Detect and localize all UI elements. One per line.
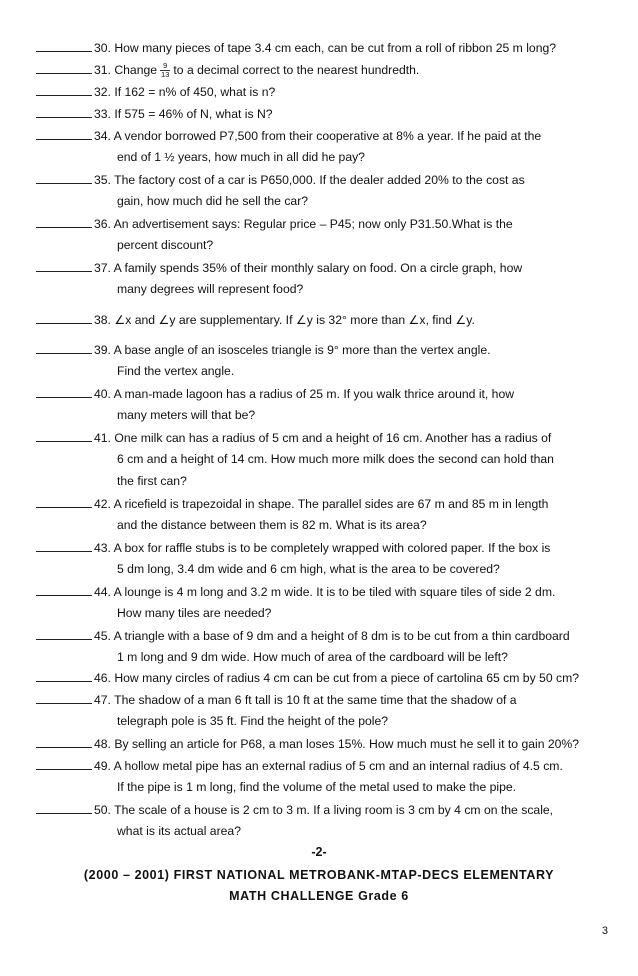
question-first-line <box>36 430 606 452</box>
answer-blank[interactable] <box>36 128 92 140</box>
question-text: The shadow of a man 6 ft tall is 10 ft at the same time that the shadow of a <box>114 693 517 707</box>
answer-blank[interactable] <box>36 496 92 508</box>
answer-blank[interactable] <box>36 584 92 596</box>
answer-blank[interactable] <box>36 802 92 814</box>
contest-title-line1: (2000 – 2001) FIRST NATIONAL METROBANK-MTAP-DECS ELEMENTARY <box>83 868 555 882</box>
question-first-line <box>36 496 606 518</box>
question-number: 46. <box>94 671 111 685</box>
question-text: A lounge is 4 m long and 3.2 m wide. It is to be tiled with square tiles of side 2 dm. <box>113 585 556 599</box>
question-number: 36. <box>94 217 111 231</box>
question-continuation: How many tiles are needed? <box>117 606 272 620</box>
question-item <box>36 216 606 260</box>
answer-blank[interactable] <box>36 430 92 442</box>
question-first-line <box>36 260 606 282</box>
question-number: 38. <box>94 313 111 327</box>
question-text: A family spends 35% of their monthly salary on food. On a circle graph, how <box>113 261 523 275</box>
question-first-line <box>36 628 606 650</box>
answer-blank[interactable] <box>36 628 92 640</box>
question-item <box>36 670 606 692</box>
question-text-pre: Change <box>114 63 158 77</box>
question-text: A base angle of an isosceles triangle is 9° more than the vertex angle. <box>113 343 491 357</box>
question-item <box>36 496 606 540</box>
question-text: One milk can has a radius of 5 cm and a height of 16 cm. Another has a radius of <box>114 431 552 445</box>
question-text: The scale of a house is 2 cm to 3 m. If a living room is 3 cm by 4 cm on the scale, <box>114 803 554 817</box>
question-number: 43. <box>94 541 111 555</box>
question-first-line <box>36 106 606 128</box>
answer-blank[interactable] <box>36 540 92 552</box>
question-continuation: gain, how much did he sell the car? <box>117 194 309 208</box>
answer-blank[interactable] <box>36 216 92 228</box>
answer-blank[interactable] <box>36 386 92 398</box>
question-first-line <box>36 758 606 780</box>
question-first-line <box>36 128 606 150</box>
question-continuation: Find the vertex angle. <box>117 364 235 378</box>
question-item <box>36 62 606 84</box>
question-number: 35. <box>94 173 111 187</box>
question-text-post: to a decimal correct to the nearest hundredth. <box>173 63 420 77</box>
question-item <box>36 342 606 386</box>
question-text: A hollow metal pipe has an external radius of 5 cm and an internal radius of 4.5 cm. <box>113 759 563 773</box>
question-first-line <box>36 84 606 106</box>
question-text: By selling an article for P68, a man loses 15%. How much must he sell it to gain 20%? <box>114 737 580 751</box>
question-continuation: what is its actual area? <box>117 824 241 838</box>
question-continuation: many degrees will represent food? <box>117 282 304 296</box>
question-item <box>36 584 606 628</box>
answer-blank[interactable] <box>36 172 92 184</box>
question-number: 34. <box>94 129 111 143</box>
question-item <box>36 172 606 216</box>
question-text: If 575 = 46% of N, what is N? <box>114 107 273 121</box>
answer-blank[interactable] <box>36 84 92 96</box>
question-item <box>36 84 606 106</box>
question-first-line <box>36 342 606 364</box>
fraction-denominator: 13 <box>161 70 170 80</box>
question-text: How many pieces of tape 3.4 cm each, can be cut from a roll of ribbon 25 m long? <box>114 41 557 55</box>
question-number: 44. <box>94 585 111 599</box>
fraction <box>160 62 170 79</box>
question-number: 32. <box>94 85 111 99</box>
question-first-line <box>36 670 606 692</box>
answer-blank[interactable] <box>36 736 92 748</box>
question-number: 45. <box>94 629 111 643</box>
question-text: A box for raffle stubs is to be completely wrapped with colored paper. If the box is <box>113 541 551 555</box>
question-number: 30. <box>94 41 111 55</box>
question-item <box>36 106 606 128</box>
page-label: -2- <box>311 845 327 859</box>
question-continuation: and the distance between them is 82 m. What is its area? <box>117 518 427 532</box>
question-text: A vendor borrowed P7,500 from their cooperative at 8% a year. If he paid at the <box>113 129 542 143</box>
question-number: 42. <box>94 497 111 511</box>
question-first-line <box>36 62 606 84</box>
question-item <box>36 736 606 758</box>
question-text: ∠x and ∠y are supplementary. If ∠y is 32° more than ∠x, find ∠y. <box>114 313 475 327</box>
question-first-line <box>36 802 606 824</box>
question-continuation: telegraph pole is 35 ft. Find the height of the pole? <box>117 714 389 728</box>
question-item <box>36 312 606 334</box>
page-number: 3 <box>601 925 608 937</box>
question-item <box>36 40 606 62</box>
question-continuation: 1 m long and 9 dm wide. How much of area of the cardboard will be left? <box>117 650 508 664</box>
question-text: How many circles of radius 4 cm can be cut from a piece of cartolina 65 cm by 50 cm? <box>114 671 580 685</box>
question-item <box>36 758 606 802</box>
question-continuation: If the pipe is 1 m long, find the volume of the metal used to make the pipe. <box>117 780 517 794</box>
question-text: A ricefield is trapezoidal in shape. The parallel sides are 67 m and 85 m in length <box>113 497 549 511</box>
question-item <box>36 128 606 172</box>
question-number: 41. <box>94 431 111 445</box>
question-first-line <box>36 216 606 238</box>
answer-blank[interactable] <box>36 106 92 118</box>
question-continuation: the first can? <box>117 474 187 488</box>
question-first-line <box>36 540 606 562</box>
question-first-line <box>36 40 606 62</box>
contest-title-line2: MATH CHALLENGE Grade 6 <box>229 889 409 903</box>
question-first-line <box>36 692 606 714</box>
question-number: 40. <box>94 387 111 401</box>
question-item <box>36 386 606 430</box>
question-first-line <box>36 172 606 194</box>
question-first-line <box>36 736 606 758</box>
answer-blank[interactable] <box>36 692 92 704</box>
question-continuation: 6 cm and a height of 14 cm. How much more milk does the second can hold than <box>117 452 554 466</box>
question-number: 37. <box>94 261 111 275</box>
answer-blank[interactable] <box>36 40 92 52</box>
question-first-line <box>36 386 606 408</box>
question-item <box>36 628 606 672</box>
question-item <box>36 430 606 496</box>
question-number: 33. <box>94 107 111 121</box>
question-item <box>36 540 606 584</box>
question-text: A triangle with a base of 9 dm and a height of 8 dm is to be cut from a thin cardboard <box>113 629 570 643</box>
question-number: 47. <box>94 693 111 707</box>
question-first-line <box>36 584 606 606</box>
answer-blank[interactable] <box>36 758 92 770</box>
question-item <box>36 802 606 846</box>
question-text: A man-made lagoon has a radius of 25 m. If you walk thrice around it, how <box>113 387 515 401</box>
question-number: 39. <box>94 343 111 357</box>
question-continuation: 5 dm long, 3.4 dm wide and 6 cm high, what is the area to be covered? <box>117 562 500 576</box>
fraction-numerator: 9 <box>160 62 170 71</box>
question-number: 50. <box>94 803 111 817</box>
question-item <box>36 260 606 304</box>
question-continuation: end of 1 ½ years, how much in all did he pay? <box>117 150 365 164</box>
answer-blank[interactable] <box>36 62 92 74</box>
question-continuation: percent discount? <box>117 238 214 252</box>
question-number: 31. <box>94 63 111 77</box>
question-first-line <box>36 312 606 334</box>
answer-blank[interactable] <box>36 312 92 324</box>
question-continuation: many meters will that be? <box>117 408 256 422</box>
question-text: If 162 = n% of 450, what is n? <box>114 85 276 99</box>
question-item <box>36 692 606 736</box>
question-text: An advertisement says: Regular price – P45; now only P31.50.What is the <box>113 217 513 231</box>
answer-blank[interactable] <box>36 260 92 272</box>
question-number: 49. <box>94 759 111 773</box>
question-text: The factory cost of a car is P650,000. If the dealer added 20% to the cost as <box>114 173 525 187</box>
answer-blank[interactable] <box>36 670 92 682</box>
question-number: 48. <box>94 737 111 751</box>
answer-blank[interactable] <box>36 342 92 354</box>
